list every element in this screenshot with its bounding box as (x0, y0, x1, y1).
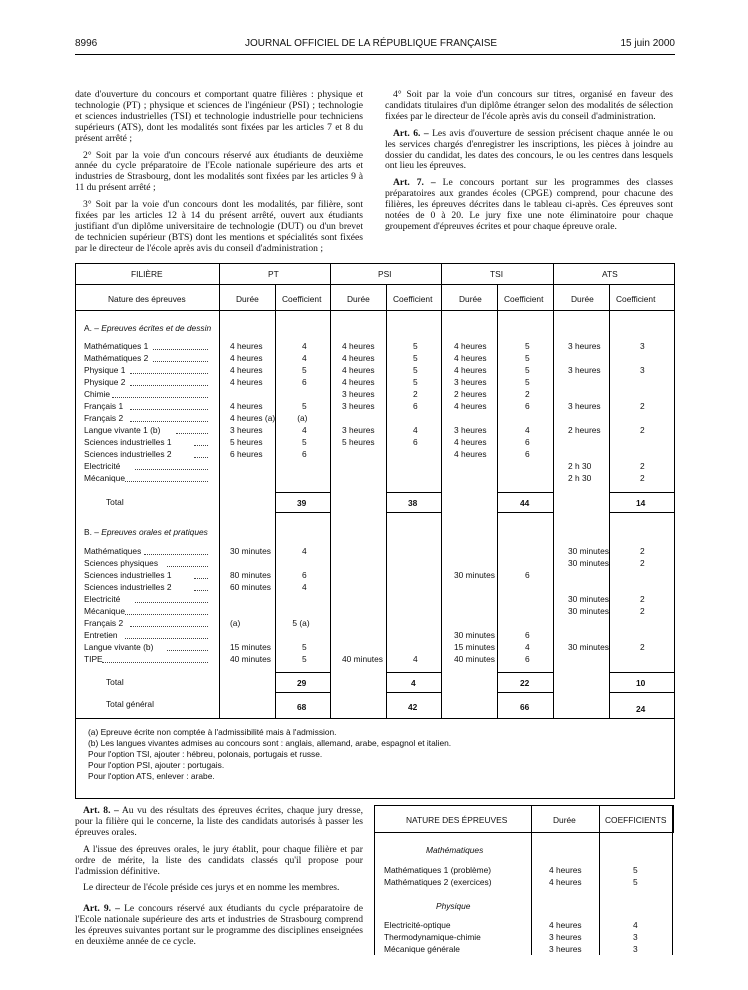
coef-header: Coefficient (504, 294, 544, 304)
written-total-pt: 39 (297, 498, 307, 508)
coefficient-cell: 5 (302, 365, 307, 375)
duree-cell: 30 minutes (230, 546, 271, 556)
coefficient-cell: 5 (a) (292, 618, 310, 628)
coefficient-cell: 6 (413, 401, 418, 411)
duree-cell: 4 heures (230, 401, 263, 411)
coefficient-cell: 2 (640, 473, 645, 483)
leader-dots (194, 457, 208, 458)
duree-cell: 30 minutes (568, 606, 609, 616)
coefficient-cell: 2 (640, 558, 645, 568)
row-label: Mécanique (84, 473, 125, 483)
row-label: Physique 1 (84, 365, 126, 375)
duree-cell: 2 heures (454, 389, 487, 399)
leader-dots (125, 614, 208, 615)
coefficient-cell: 4 (633, 920, 638, 930)
coefficient-cell: 4 (413, 654, 418, 664)
grand-total-ats: 24 (636, 704, 646, 714)
duree-cell: 4 heures (230, 353, 263, 363)
row-label: Physique 2 (84, 377, 126, 387)
grand-total-psi: 42 (408, 702, 418, 712)
duree-cell: 80 minutes (230, 570, 271, 580)
coefficient-cell: 3 (633, 932, 638, 942)
duree-header: Durée (553, 815, 576, 825)
duree-cell: 60 minutes (230, 582, 271, 592)
article-text: Le concours réservé aux étudiants du cycle préparatoire de l'Ecole nationale supérieure des arts et industries de Strasbourg comprend les épreuves suivantes portant sur le programme des disciplines enseignées en deuxième année de ce cycle. (75, 903, 363, 948)
coefficient-cell: 5 (413, 365, 418, 375)
duree-cell: 3 heures (549, 944, 582, 954)
coefficient-cell: 5 (302, 642, 307, 652)
leader-dots (194, 578, 208, 579)
coefficient-cell: 6 (413, 437, 418, 447)
paragraph: date d'ouverture du concours et comportant quatre filières : physique et technologie (PT) ; physique et sciences de l'ingénieur (PSI) ; technologie et sciences industrielles (TSI) et technologie industrielle pour techniciens supérieurs (ATS), dont les modalités sont fixées par les articles 7 et 8 du présent arrêté ; (75, 89, 363, 144)
leader-dots (135, 602, 208, 603)
duree-cell: 4 heures (342, 377, 375, 387)
coefficient-cell: 6 (302, 449, 307, 459)
issue-date: 15 juin 2000 (620, 38, 675, 49)
duree-cell: 40 minutes (342, 654, 383, 664)
coefficient-cell: 4 (525, 642, 530, 652)
coefficient-cell: 2 (413, 389, 418, 399)
oral-total-ats: 10 (636, 678, 646, 688)
leader-dots (176, 433, 208, 434)
section-a-heading: A. – Epreuves écrites et de dessin (84, 323, 212, 333)
leader-dots (130, 626, 208, 627)
leader-dots (125, 481, 208, 482)
article-label: Art. 7. – (393, 177, 436, 189)
duree-cell: 3 heures (549, 932, 582, 942)
duree-cell: 2 h 30 (568, 473, 592, 483)
coefficient-cell: 5 (413, 341, 418, 351)
total-label: Total (106, 497, 124, 507)
article-9 (75, 904, 363, 948)
journal-title: JOURNAL OFFICIEL DE LA RÉPUBLIQUE FRANÇAISE (245, 38, 498, 49)
leader-dots (153, 349, 208, 350)
oral-total-psi: 4 (411, 678, 416, 688)
duree-cell: 4 heures (454, 449, 487, 459)
left-column (75, 90, 363, 261)
duree-cell: 5 heures (342, 437, 375, 447)
group-heading: Physique (436, 901, 471, 911)
row-label: TIPE (84, 654, 103, 664)
section-b-heading: B. – Epreuves orales et pratiques (84, 527, 208, 537)
coefficient-cell: 5 (302, 437, 307, 447)
duree-cell: 4 heures (342, 353, 375, 363)
leader-dots (135, 469, 208, 470)
nature-header: Nature des épreuves (108, 294, 186, 304)
oral-total-pt: 29 (297, 678, 307, 688)
filiere-tsi: TSI (490, 269, 504, 279)
duree-cell: 40 minutes (454, 654, 495, 664)
coef-header: Coefficient (393, 294, 433, 304)
duree-cell: 30 minutes (454, 570, 495, 580)
filiere-header: FILIÈRE (131, 269, 163, 279)
duree-cell: 30 minutes (568, 594, 609, 604)
coefficient-cell: 6 (525, 449, 530, 459)
duree-cell: 40 minutes (230, 654, 271, 664)
coefficient-cell: 2 (640, 594, 645, 604)
coefficient-cell: 5 (413, 353, 418, 363)
filiere-ats: ATS (602, 269, 618, 279)
row-label: Electricité (84, 461, 121, 471)
coef-header: Coefficient (616, 294, 656, 304)
row-label: Mathématiques 2 (exercices) (384, 877, 492, 887)
coefficient-cell: 6 (525, 630, 530, 640)
paragraph: Le directeur de l'école préside ces jurys et en nomme les membres. (83, 882, 340, 894)
duree-cell: 30 minutes (568, 558, 609, 568)
duree-cell: 3 heures (454, 377, 487, 387)
coefficient-cell: 5 (302, 654, 307, 664)
coefficient-cell: 6 (302, 377, 307, 387)
leader-dots (167, 566, 208, 567)
group-heading: Mathématiques (426, 845, 484, 855)
row-label: Mathématiques 2 (84, 353, 149, 363)
duree-cell: 3 heures (454, 425, 487, 435)
bottom-left-column (75, 806, 363, 954)
article-7 (385, 178, 673, 233)
duree-cell: 4 heures (342, 341, 375, 351)
duree-cell: 4 heures (230, 341, 263, 351)
exam-table (75, 263, 675, 799)
duree-cell: 2 h 30 (568, 461, 592, 471)
filiere-psi: PSI (378, 269, 392, 279)
duree-header: Durée (571, 294, 594, 304)
leader-dots (130, 409, 208, 410)
duree-cell: 3 heures (568, 365, 601, 375)
paragraph: A l'issue des épreuves orales, le jury établit, pour chaque filière et par ordre de mérite, la liste des candidats classés qu'il propose pour l'admission définitive. (75, 843, 363, 877)
duree-cell: 4 heures (342, 365, 375, 375)
coefficient-cell: 5 (525, 353, 530, 363)
row-label: Sciences industrielles 2 (84, 582, 172, 592)
grand-total-tsi: 66 (520, 702, 530, 712)
row-label: Electricité (84, 594, 121, 604)
row-label: Mathématiques 1 (84, 341, 149, 351)
coefficient-cell: 5 (525, 365, 530, 375)
coefficient-cell: 6 (525, 570, 530, 580)
leader-dots (167, 650, 208, 651)
leader-dots (130, 421, 208, 422)
coefficient-cell: 6 (525, 654, 530, 664)
duree-cell: 30 minutes (454, 630, 495, 640)
duree-cell: 4 heures (454, 341, 487, 351)
leader-dots (130, 385, 208, 386)
table-note: Pour l'option PSI, ajouter : portugais. (88, 760, 225, 770)
table-note: (a) Epreuve écrite non comptée à l'admissibilité mais à l'admission. (88, 727, 337, 737)
duree-cell: 3 heures (342, 425, 375, 435)
row-label: Français 1 (84, 401, 124, 411)
coefficient-cell: 4 (302, 353, 307, 363)
leader-dots (194, 445, 208, 446)
duree-cell: 3 heures (342, 401, 375, 411)
paragraph: 2° Soit par la voie d'un concours réservé aux étudiants de deuxième année du cycle préparatoire de l'Ecole nationale supérieure des arts et industries de Strasbourg, dont les modalités sont fixées par les articles 9 à 11 du présent arrêté ; (75, 149, 363, 194)
table-note: (b) Les langues vivantes admises au concours sont : anglais, allemand, arabe, espagnol et italien. (88, 738, 452, 748)
coefficient-cell: 6 (525, 401, 530, 411)
duree-cell: 6 heures (230, 449, 263, 459)
leader-dots (153, 361, 208, 362)
article-6 (385, 129, 673, 173)
article-text: Au vu des résultats des épreuves écrites, chaque jury dresse, pour la filière qui le concerne, la liste des candidats autorisés à passer les épreuves orales. (75, 805, 363, 838)
coefficient-cell: 2 (640, 425, 645, 435)
duree-cell: (a) (230, 618, 241, 628)
row-label: Langue vivante 1 (b) (84, 425, 161, 435)
row-label: Sciences industrielles 1 (84, 570, 172, 580)
duree-cell: 4 heures (454, 437, 487, 447)
grand-total-label: Total général (106, 699, 154, 709)
coefficient-cell: 5 (525, 341, 530, 351)
row-label: Français 2 (84, 413, 124, 423)
row-label: Electricité-optique (384, 920, 451, 930)
duree-cell: 3 heures (568, 401, 601, 411)
table-note: Pour l'option TSI, ajouter : hébreu, polonais, portugais et russe. (88, 749, 323, 759)
duree-cell: 4 heures (454, 401, 487, 411)
row-label: Thermodynamique-chimie (384, 932, 481, 942)
coefficient-cell: 5 (633, 865, 638, 875)
coefficient-cell: 4 (302, 582, 307, 592)
duree-cell: 5 heures (230, 437, 263, 447)
duree-cell: 4 heures (549, 865, 582, 875)
duree-cell: 3 heures (230, 425, 263, 435)
article-label: Art. 9. – (83, 903, 120, 915)
row-label: Entretien (84, 630, 118, 640)
duree-cell: 4 heures (549, 877, 582, 887)
duree-cell: 4 heures (a) (230, 413, 276, 423)
duree-header: Durée (236, 294, 259, 304)
coefficient-cell: 2 (640, 401, 645, 411)
coefficient-cell: 2 (640, 461, 645, 471)
total-label: Total (106, 677, 124, 687)
duree-cell: 3 heures (342, 389, 375, 399)
header-rule (75, 54, 675, 55)
coefficient-cell: 4 (525, 425, 530, 435)
duree-cell: 15 minutes (230, 642, 271, 652)
row-label: Sciences industrielles 2 (84, 449, 172, 459)
leader-dots (194, 590, 208, 591)
coefficient-cell: 3 (633, 944, 638, 954)
article-text: Le concours portant sur les programmes des classes préparatoires aux grandes écoles (CPGE) comprend, pour chacune des filières, les épreuves décrites dans le tableau ci-après. Ces épreuves sont notées de 0 à 20. Le jury fixe une note éliminatoire pour chaque groupement d'épreuves écrites et pour chaque épreuve orale. (385, 177, 673, 232)
leader-dots (102, 662, 208, 663)
duree-header: Durée (459, 294, 482, 304)
coef-header: COEFFICIENTS (605, 815, 667, 825)
coefficient-cell: 5 (302, 401, 307, 411)
coefficient-cell: (a) (297, 413, 308, 423)
right-column (385, 90, 673, 239)
coefficient-cell: 6 (525, 437, 530, 447)
duree-cell: 4 heures (454, 365, 487, 375)
row-label: Chimie (84, 389, 111, 399)
article-label: Art. 6. – (393, 127, 429, 139)
duree-header: Durée (347, 294, 370, 304)
row-label: Français 2 (84, 618, 124, 628)
article-8 (75, 806, 363, 839)
duree-cell: 4 heures (230, 365, 263, 375)
row-label: Sciences physiques (84, 558, 159, 568)
coefficient-cell: 2 (525, 389, 530, 399)
written-total-ats: 14 (636, 498, 646, 508)
oral-total-tsi: 22 (520, 678, 530, 688)
paragraph: 3° Soit par la voie d'un concours dont les modalités, par filière, sont fixées par les articles 12 à 14 du présent arrêté, ouvert aux étudiants justifiant d'un diplôme universitaire de technologie (DUT) ou d'un brevet de technicien supérieur (BTS) dont les mentions et spécialités sont fixées par le directeur de l'école après avis du conseil d'administration ; (75, 199, 363, 254)
article-text: Les avis d'ouverture de session précisent chaque année le ou les services chargés d'enregistrer les inscriptions, les pièces à joindre au dossier du candidat, les dates des concours, le ou les centres dans lesquels ont lieu les épreuves. (385, 127, 673, 172)
coefficient-cell: 5 (413, 377, 418, 387)
leader-dots (112, 397, 208, 398)
leader-dots (130, 373, 208, 374)
written-total-tsi: 44 (520, 498, 530, 508)
grand-total-pt: 68 (297, 702, 307, 712)
page-number: 8996 (75, 38, 98, 49)
duree-cell: 3 heures (568, 341, 601, 351)
coefficient-cell: 5 (525, 377, 530, 387)
duree-cell: 30 minutes (568, 642, 609, 652)
coefficient-cell: 2 (640, 642, 645, 652)
article-label: Art. 8. – (83, 805, 119, 816)
paragraph: 4° Soit par la voie d'un concours sur titres, organisé en faveur des candidats titulaires d'un diplôme étranger selon des modalités de sélection fixées par le directeur de l'école après avis du conseil d'administration. (385, 89, 673, 122)
duree-cell: 4 heures (230, 377, 263, 387)
coefficient-cell: 4 (302, 341, 307, 351)
coefficient-cell: 2 (640, 546, 645, 556)
coefficient-cell: 6 (302, 570, 307, 580)
coefficient-cell: 4 (413, 425, 418, 435)
table-note: Pour l'option ATS, enlever : arabe. (88, 771, 215, 781)
coefficient-cell: 4 (302, 546, 307, 556)
duree-cell: 15 minutes (454, 642, 495, 652)
coefficient-cell: 4 (302, 425, 307, 435)
leader-dots (144, 554, 208, 555)
row-label: Mécanique générale (384, 944, 460, 954)
nature-header: NATURE DES ÉPREUVES (406, 815, 508, 825)
coefficient-cell: 3 (640, 365, 645, 375)
coefficient-cell: 5 (633, 877, 638, 887)
duree-cell: 4 heures (549, 920, 582, 930)
filiere-pt: PT (268, 269, 279, 279)
row-label: Mathématiques 1 (problème) (384, 865, 492, 875)
leader-dots (125, 638, 208, 639)
coef-header: Coefficient (282, 294, 322, 304)
duree-cell: 30 minutes (568, 546, 609, 556)
row-label: Langue vivante (b) (84, 642, 154, 652)
bottom-exam-table (374, 805, 673, 955)
row-label: Mécanique (84, 606, 125, 616)
coefficient-cell: 3 (640, 341, 645, 351)
duree-cell: 4 heures (454, 353, 487, 363)
row-label: Mathématiques (84, 546, 142, 556)
written-total-psi: 38 (408, 498, 418, 508)
row-label: Sciences industrielles 1 (84, 437, 172, 447)
duree-cell: 2 heures (568, 425, 601, 435)
coefficient-cell: 2 (640, 606, 645, 616)
